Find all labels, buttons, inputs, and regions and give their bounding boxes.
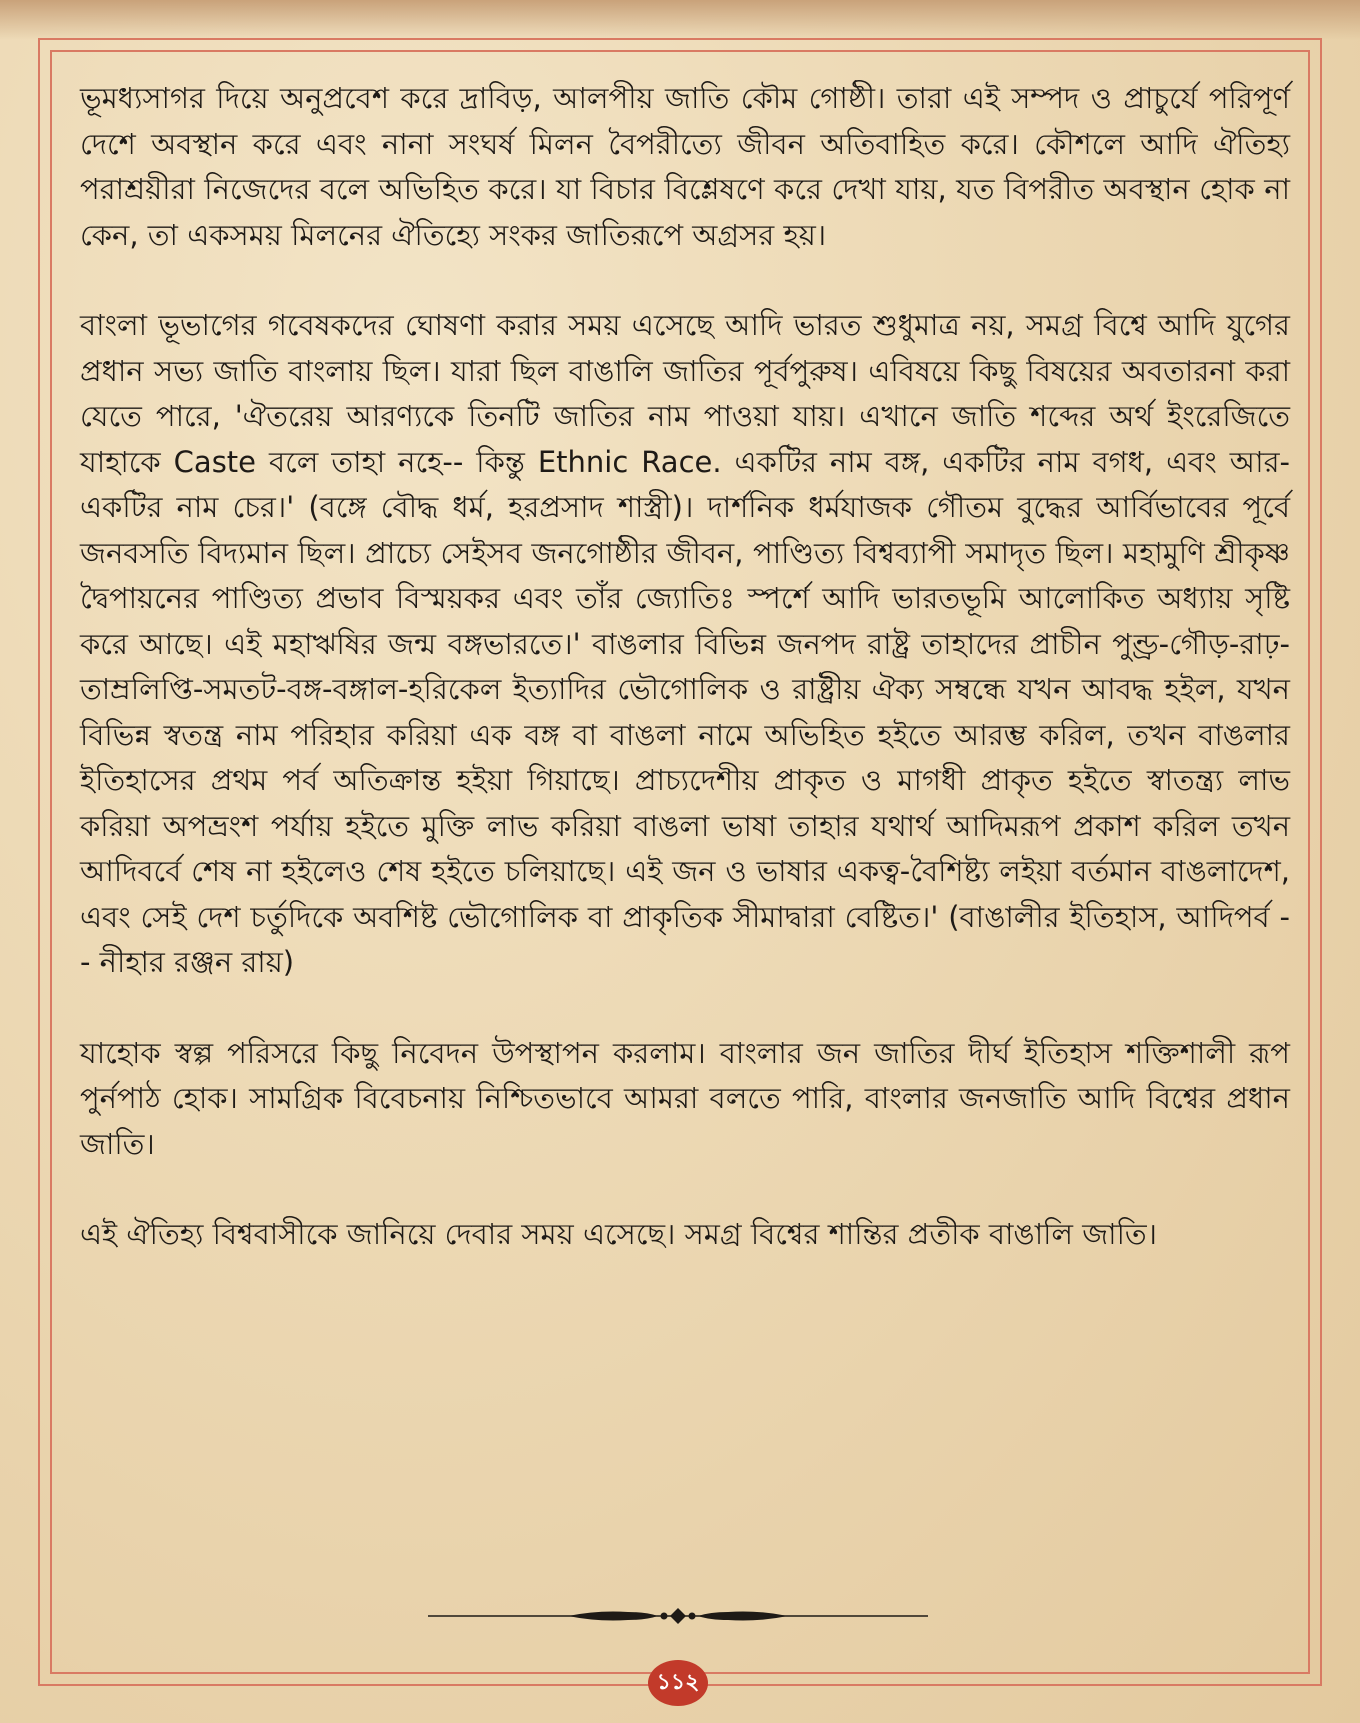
paragraph-1: ভূমধ্যসাগর দিয়ে অনুপ্রবেশ করে দ্রাবিড়, আলপীয় জাতি কৌম গোষ্ঠী। তারা এই সম্পদ ও প্রাচুর্যে পরিপূর্ণ দেশে অবস্থান করে এবং নানা সংঘর্ষ মিলন বৈপরীত্যে জীবন অতিবাহিত করে। কৌশলে আদি ঐতিহ্য পরাশ্রয়ীরা নিজেদের বলে অভিহিত করে। যা বিচার বিশ্লেষণে করে দেখা যায়, যত বিপরীত অবস্থান হোক না কেন, তা একসময় মিলনের ঐতিহ্যে সংকর জাতিরূপে অগ্রসর হয়। (80, 81, 1290, 252)
paragraph-2: বাংলা ভূভাগের গবেষকদের ঘোষণা করার সময় এসেছে আদি ভারত শুধুমাত্র নয়, সমগ্র বিশ্বে আদি যুগের প্রধান সভ্য জাতি বাংলায় ছিল। যারা ছিল বাঙালি জাতির পূর্বপুরুষ। এবিষয়ে কিছু বিষয়ের অবতারনা করা যেতে পারে, 'ঐতরেয় আরণ্যকে তিনটি জাতির নাম পাওয়া যায়। এখানে জাতি শব্দের অর্থ ইংরেজিতে যাহাকে Caste বলে তাহা নহে-- কিন্তু Ethnic Race. একটির নাম বঙ্গ, একটির নাম বগধ, এবং আর-একটির নাম চের।' (বঙ্গে বৌদ্ধ ধর্ম, হরপ্রসাদ শাস্ত্রী)। দার্শনিক ধর্মযাজক গৌতম বুদ্ধের আর্বিভাবের পূর্বে জনবসতি বিদ্যমান ছিল। প্রাচ্যে সেইসব জনগোষ্ঠীর জীবন, পাণ্ডিত্য বিশ্বব্যাপী সমাদৃত ছিল। মহামুণি শ্রীকৃষ্ণ দ্বৈপায়নের পাণ্ডিত্য প্রভাব বিস্ময়কর এবং তাঁর জ্যোতিঃ স্পর্শে আদি ভারতভূমি আলোকিত অধ্যায় সৃষ্টি করে আছে। এই মহাঋষির জন্ম বঙ্গভারতে।' বাঙলার বিভিন্ন জনপদ রাষ্ট্র তাহাদের প্রাচীন পুণ্ড্র-গৌড়-রাঢ়-তাম্রলিপ্তি-সমতট-বঙ্গ-বঙ্গাল-হরিকেল ইত্যাদির ভৌগোলিক ও রাষ্ট্রীয় ঐক্য সম্বন্ধে যখন আবদ্ধ হইল, যখন বিভিন্ন স্বতন্ত্র নাম পরিহার করিয়া এক বঙ্গ বা বাঙলা নামে অভিহিত হইতে আরম্ভ করিল, তখন বাঙলার ইতিহাসের প্রথম পর্ব অতিক্রান্ত হইয়া গিয়াছে। প্রাচ্যদেশীয় প্রাকৃত ও মাগধী প্রাকৃত হইতে স্বাতন্ত্র্য লাভ করিয়া অপভ্রংশ পর্যায় হইতে মুক্তি লাভ করিয়া বাঙলা ভাষা তাহার যথার্থ আদিমরূপ প্রকাশ করিল তখন আদিবর্বে শেষ না হইলেও শেষ হইতে চলিয়াছে। এই জন ও ভাষার একত্ব-বৈশিষ্ট্য লইয়া বর্তমান বাঙলাদেশ, এবং সেই দেশ চর্তুদিকে অবশিষ্ট ভৌগোলিক বা প্রাকৃতিক সীমাদ্বারা বেষ্টিত।' (বাঙালীর ইতিহাস, আদিপর্ব -- নীহার রঞ্জন রায়) (80, 308, 1290, 979)
paragraph-3: যাহোক স্বল্প পরিসরে কিছু নিবেদন উপস্থাপন করলাম। বাংলার জন জাতির দীর্ঘ ইতিহাস শক্তিশালী রূপ পুর্নপাঠ হোক। সামগ্রিক বিবেচনায় নিশ্চিতভাবে আমরা বলতে পারি, বাংলার জনজাতি আদি বিশ্বের প্রধান জাতি। (80, 1035, 1290, 1161)
page-number-badge: ১১২ (648, 1660, 708, 1706)
ornamental-divider-icon (428, 1602, 928, 1630)
page-body (80, 76, 1290, 1303)
paper-top-stain (0, 0, 1360, 40)
paragraph-4: এই ঐতিহ্য বিশ্ববাসীকে জানিয়ে দেবার সময় এসেছে। সমগ্র বিশ্বের শান্তির প্রতীক বাঙালি জাতি। (80, 1217, 1158, 1251)
